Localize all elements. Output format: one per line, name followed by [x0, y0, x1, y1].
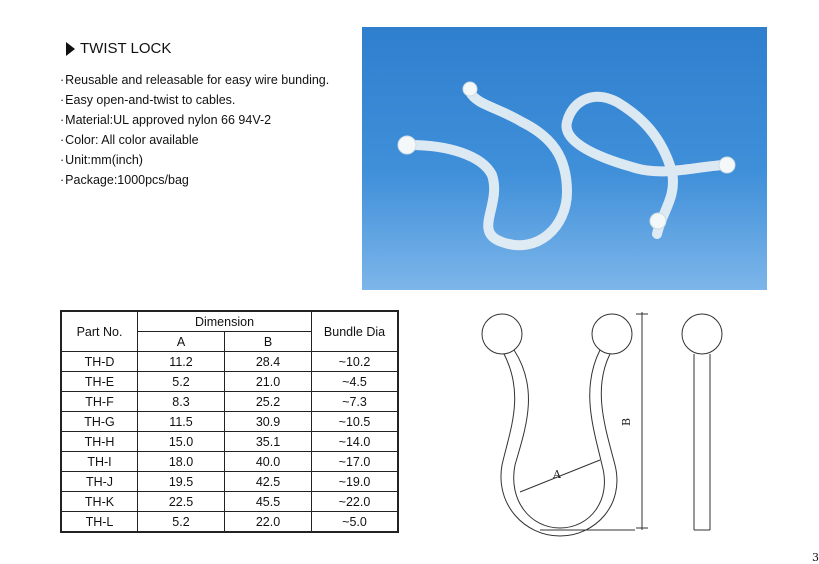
table-row [61, 392, 398, 412]
dimension-label-a: A [553, 468, 561, 481]
cell-a: 15.0 [138, 432, 225, 452]
feature-item: · Easy open-and-twist to cables. [60, 90, 329, 110]
header-part-no: Part No. [61, 311, 138, 352]
page-number: 3 [812, 551, 819, 564]
twist-lock-photo-illustration [362, 27, 767, 290]
feature-item: · Unit:mm(inch) [60, 150, 329, 170]
twist-lock-drawing [470, 300, 730, 540]
table-row [61, 412, 398, 432]
header-dimension: Dimension [138, 311, 312, 332]
header-b: B [225, 332, 312, 352]
cell-bundle: ~4.5 [312, 372, 399, 392]
spec-table [60, 310, 399, 533]
cell-a: 18.0 [138, 452, 225, 472]
table-row [61, 352, 398, 372]
cell-part: TH-I [61, 452, 138, 472]
cell-part: TH-G [61, 412, 138, 432]
product-photo [362, 27, 767, 290]
product-title [66, 40, 171, 57]
feature-item: · Color: All color available [60, 130, 329, 150]
cell-a: 11.2 [138, 352, 225, 372]
cell-part: TH-K [61, 492, 138, 512]
table-row [61, 372, 398, 392]
cell-part: TH-E [61, 372, 138, 392]
cell-part: TH-D [61, 352, 138, 372]
header-bundle-dia: Bundle Dia [312, 311, 399, 352]
cell-b: 21.0 [225, 372, 312, 392]
cell-b: 28.4 [225, 352, 312, 372]
table-row [61, 492, 398, 512]
cell-a: 22.5 [138, 492, 225, 512]
table-row [61, 472, 398, 492]
cell-part: TH-F [61, 392, 138, 412]
cell-bundle: ~19.0 [312, 472, 399, 492]
cell-a: 5.2 [138, 372, 225, 392]
dimension-diagram [470, 300, 730, 540]
table-row [61, 432, 398, 452]
cell-part: TH-J [61, 472, 138, 492]
dimension-label-b: B [620, 417, 633, 426]
cell-bundle: ~14.0 [312, 432, 399, 452]
cell-bundle: ~10.5 [312, 412, 399, 432]
cell-bundle: ~22.0 [312, 492, 399, 512]
table-row [61, 452, 398, 472]
triangle-bullet-icon [66, 42, 75, 56]
feature-item: · Material:UL approved nylon 66 94V-2 [60, 110, 329, 130]
product-title-text: TWIST LOCK [80, 40, 172, 57]
cell-b: 35.1 [225, 432, 312, 452]
cell-a: 11.5 [138, 412, 225, 432]
cell-part: TH-H [61, 432, 138, 452]
cell-b: 45.5 [225, 492, 312, 512]
cell-b: 40.0 [225, 452, 312, 472]
cell-b: 42.5 [225, 472, 312, 492]
feature-list [60, 70, 329, 190]
cell-bundle: ~7.3 [312, 392, 399, 412]
feature-item: · Package:1000pcs/bag [60, 170, 329, 190]
feature-item: · Reusable and releasable for easy wire bunding. [60, 70, 329, 90]
cell-part: TH-L [61, 512, 138, 533]
table-row [61, 512, 398, 533]
cell-a: 19.5 [138, 472, 225, 492]
cell-bundle: ~17.0 [312, 452, 399, 472]
cell-bundle: ~10.2 [312, 352, 399, 372]
cell-b: 22.0 [225, 512, 312, 533]
header-a: A [138, 332, 225, 352]
cell-a: 5.2 [138, 512, 225, 533]
cell-b: 30.9 [225, 412, 312, 432]
cell-bundle: ~5.0 [312, 512, 399, 533]
cell-b: 25.2 [225, 392, 312, 412]
cell-a: 8.3 [138, 392, 225, 412]
